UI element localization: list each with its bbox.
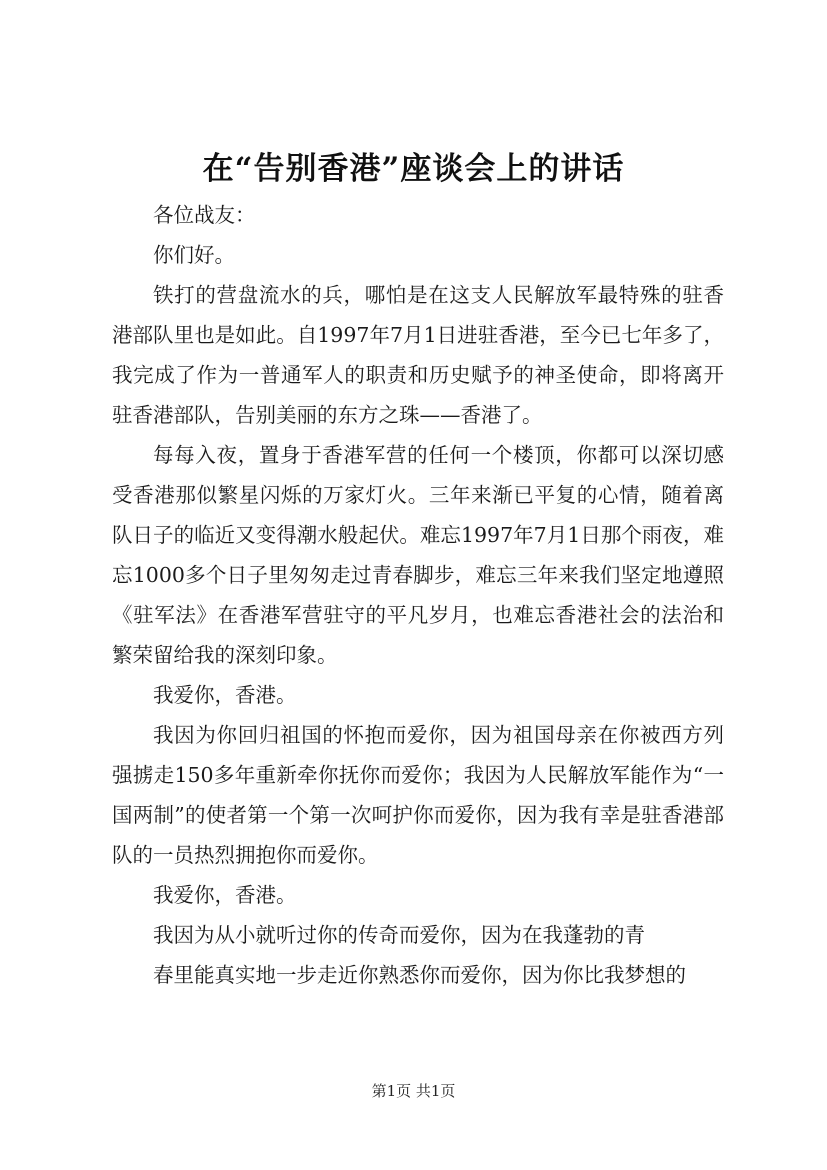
paragraph: 春里能真实地一步走近你熟悉你而爱你，因为你比我梦想的 [153, 963, 686, 987]
paragraph: 每每入夜，置身于香港军营的任何一个楼顶，你都可以深切感受香港那似繁星闪烁的万家灯火。三年来渐已平复的心情，随着离队日子的临近又变得潮水般起伏。难忘1997年7月1日那个雨夜，难忘1000多个日子里匆匆走过青春脚步，难忘三年来我们坚定地遵照《驻军法》在香港军营驻守的平凡岁月，也难忘香港社会的法治和繁荣留给我的深刻印象。 [112, 443, 724, 667]
page-footer: 第1页 共1页 [371, 1082, 456, 1100]
paragraph: 我爱你，香港。 [153, 683, 297, 707]
greeting: 你们好。 [153, 243, 235, 267]
paragraph: 我爱你，香港。 [153, 883, 297, 907]
paragraph: 铁打的营盘流水的兵，哪怕是在这支人民解放军最特殊的驻香港部队里也是如此。自1997年7月1日进驻香港，至今已七年多了，我完成了作为一普通军人的职责和历史赋予的神圣使命，即将离开驻香港部队，告别美丽的东方之珠——香港了。 [112, 283, 724, 427]
salutation: 各位战友： [153, 203, 256, 227]
paragraph: 我因为从小就听过你的传奇而爱你，因为在我蓬勃的青 [153, 923, 645, 947]
document-title: 在“告别香港”座谈会上的讲话 [202, 151, 625, 187]
paragraph: 我因为你回归祖国的怀抱而爱你，因为祖国母亲在你被西方列强掳走150多年重新牵你抚你而爱你；我因为人民解放军能作为“一国两制”的使者第一个第一次呵护你而爱你，因为我有幸是驻香港部队的一员热烈拥抱你而爱你。 [112, 723, 724, 867]
document-body [112, 195, 724, 995]
